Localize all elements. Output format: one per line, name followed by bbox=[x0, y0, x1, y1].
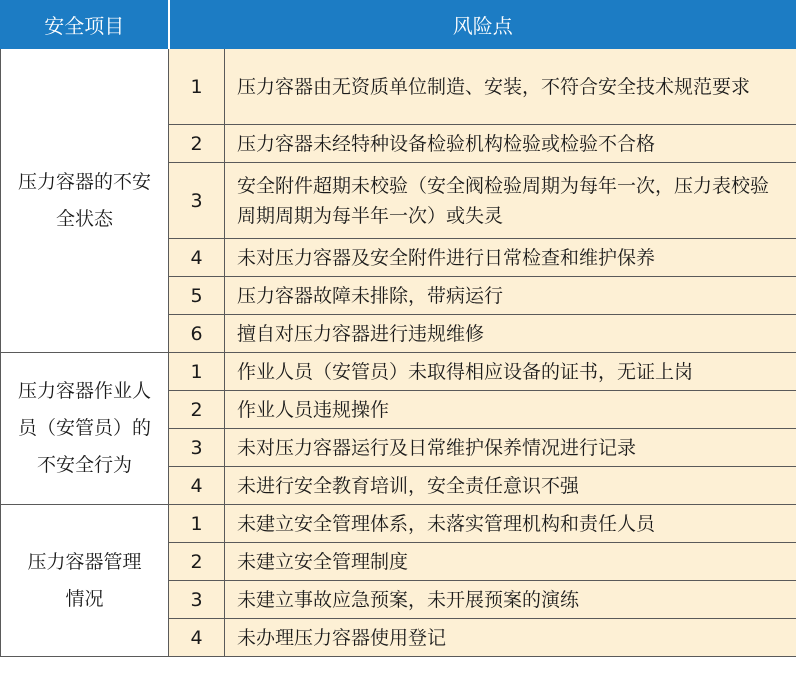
row-number: 6 bbox=[169, 315, 225, 353]
row-number: 2 bbox=[169, 125, 225, 163]
category-cell: 压力容器作业人员（安管员）的不安全行为 bbox=[1, 353, 169, 505]
row-number: 1 bbox=[169, 353, 225, 391]
risk-text: 未建立事故应急预案，未开展预案的演练 bbox=[225, 581, 796, 619]
header-row bbox=[1, 1, 796, 49]
header-category: 安全项目 bbox=[1, 1, 169, 49]
row-number: 2 bbox=[169, 391, 225, 429]
row-number: 1 bbox=[169, 505, 225, 543]
risk-text: 安全附件超期未校验（安全阀检验周期为每年一次，压力表校验周期周期为每半年一次）或失灵 bbox=[225, 163, 796, 239]
row-number: 4 bbox=[169, 619, 225, 657]
row-number: 1 bbox=[169, 49, 225, 125]
risk-text: 未对压力容器运行及日常维护保养情况进行记录 bbox=[225, 429, 796, 467]
risk-text: 未建立安全管理制度 bbox=[225, 543, 796, 581]
risk-text: 作业人员（安管员）未取得相应设备的证书，无证上岗 bbox=[225, 353, 796, 391]
risk-text: 压力容器未经特种设备检验机构检验或检验不合格 bbox=[225, 125, 796, 163]
header-risk: 风险点 bbox=[169, 1, 796, 49]
row-number: 5 bbox=[169, 277, 225, 315]
risk-text: 作业人员违规操作 bbox=[225, 391, 796, 429]
category-cell: 压力容器管理情况 bbox=[1, 505, 169, 657]
row-number: 3 bbox=[169, 581, 225, 619]
risk-text: 未进行安全教育培训，安全责任意识不强 bbox=[225, 467, 796, 505]
row-number: 3 bbox=[169, 163, 225, 239]
category-cell: 压力容器的不安全状态 bbox=[1, 49, 169, 353]
risk-text: 压力容器故障未排除，带病运行 bbox=[225, 277, 796, 315]
table-row bbox=[1, 353, 796, 391]
row-number: 3 bbox=[169, 429, 225, 467]
row-number: 4 bbox=[169, 239, 225, 277]
risk-text: 擅自对压力容器进行违规维修 bbox=[225, 315, 796, 353]
risk-text: 未对压力容器及安全附件进行日常检查和维护保养 bbox=[225, 239, 796, 277]
row-number: 4 bbox=[169, 467, 225, 505]
row-number: 2 bbox=[169, 543, 225, 581]
risk-text: 未建立安全管理体系，未落实管理机构和责任人员 bbox=[225, 505, 796, 543]
risk-text: 未办理压力容器使用登记 bbox=[225, 619, 796, 657]
risk-text: 压力容器由无资质单位制造、安装，不符合安全技术规范要求 bbox=[225, 49, 796, 125]
table-row bbox=[1, 505, 796, 543]
table-row bbox=[1, 49, 796, 125]
